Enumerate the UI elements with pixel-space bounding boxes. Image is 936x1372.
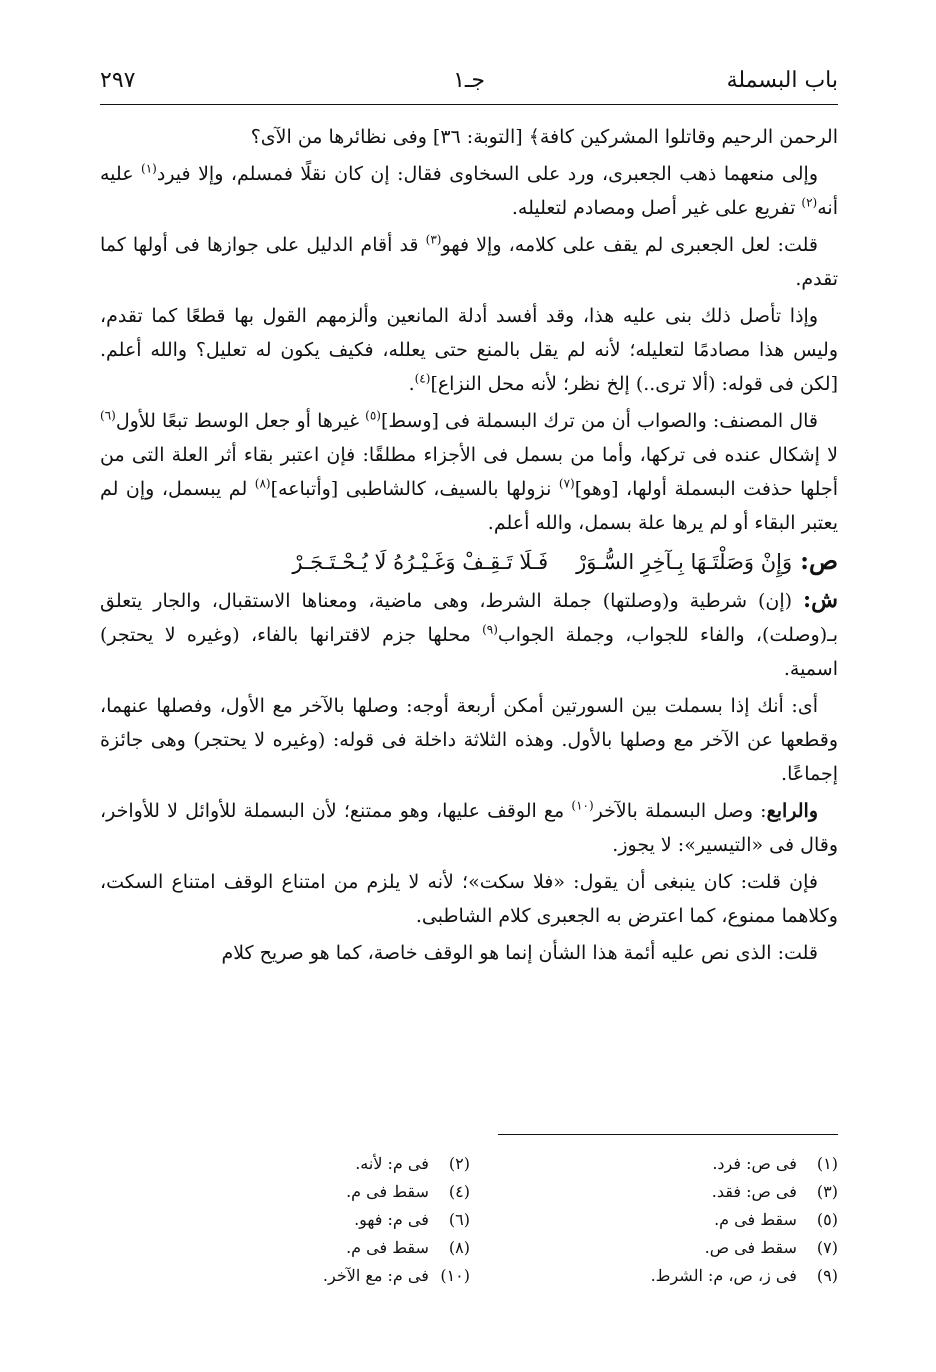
verse-hemistich-1: وَإِنْ وَصَلْتَـهَا بِـآخِرِ السُّـوَرْ [576, 550, 793, 574]
paragraph-text: لا إشكال عنده فى تركها، وأما من بسمل فى الأجزاء مطلقًا: فإن اعتبر بقاء أثر العلة التى من أجلها حذفت البسملة أولها، [وهو] [100, 444, 838, 500]
footnote-ref[interactable]: (٥) [365, 408, 381, 423]
paragraph-7 [100, 689, 838, 791]
footnote-item [498, 1262, 838, 1290]
footnote-item [130, 1262, 470, 1290]
paragraph-2 [100, 157, 838, 225]
footnote-number: (١) [816, 1154, 838, 1173]
footnote-ref[interactable]: (١٠) [571, 798, 594, 813]
paragraph-text: (إن) شرطية و(وصلتها) جملة الشرط، وهى ماضية، ومعناها الاستقبال، والجار يتعلق بـ(وصلت)، والفاء للجواب، وجملة الجواب [100, 590, 838, 646]
footnote-divider [498, 1134, 838, 1135]
verse-hemistich-2: فَـلَا تَـقِـفْ وَغَـيْـرُهُ لَا يُـحْـتَـجَـرْ [292, 550, 549, 574]
paragraph-text: . [408, 373, 415, 395]
footnote-number: (٣) [816, 1182, 838, 1201]
footnote-number: (٥) [816, 1210, 838, 1229]
footnote-row [100, 1178, 838, 1206]
footnote-row [100, 1206, 838, 1234]
running-header [100, 62, 838, 100]
footnote-text: سقط فى م. [346, 1238, 429, 1257]
footnote-number: (٩) [816, 1266, 838, 1285]
footnote-number: (٦) [448, 1210, 470, 1229]
footnote-ref[interactable]: (٦) [100, 408, 116, 423]
footnote-ref[interactable]: (٧) [558, 476, 575, 491]
footnote-item [130, 1206, 470, 1234]
footnote-number: (٧) [816, 1238, 838, 1257]
chapter-title: باب البسملة [726, 68, 838, 93]
page-number: ٢٩٧ [100, 68, 136, 93]
footnote-row [100, 1262, 838, 1290]
paragraph-4 [100, 299, 838, 401]
verse-marker: ص: [800, 546, 838, 575]
paragraph-9 [100, 865, 838, 933]
footnote-ref[interactable]: (٣) [425, 232, 442, 247]
paragraph-text: تفريع على غير أصل ومصادم لتعليله. [511, 197, 802, 219]
paragraph-1 [100, 120, 838, 154]
paragraph-text: قلت: لعل الجعبرى لم يقف على كلامه، وإلا فهو [441, 234, 818, 256]
paragraph-text: وإذا تأصل ذلك بنى عليه هذا، وقد أفسد أدلة المانعين وألزمهم القول بها قطعًا كما تقدم، وليس هذا مصادمًا لتعليله؛ لأنه لم يقل بالمنع حتى يعلله، فكيف يكون له تعليل؟ والله أعلم. [لكن فى قوله: (ألا ترى..) إلخ نظر؛ لأنه محل النزاع] [100, 305, 838, 395]
paragraph-6 [100, 583, 838, 686]
footnote-item [498, 1234, 838, 1262]
paragraph-text: مع الوقف عليها، وهو ممتنع؛ لأن البسملة للأوائل لا للأواخر، وقال فى «التيسير»: لا يجوز. [100, 800, 838, 856]
paragraph-text: الرحمن الرحيم وقاتلوا المشركين كافة﴾ [التوبة: ٣٦] وفى نظائرها من الآى؟ [250, 126, 838, 148]
footnotes [100, 1150, 838, 1290]
footnote-item [498, 1178, 838, 1206]
footnote-text: سقط فى م. [714, 1210, 797, 1229]
paragraph-text: غيرها أو جعل الوسط تبعًا للأول [115, 410, 366, 432]
header-divider [100, 104, 838, 105]
footnote-text: فى ز، ص، م: الشرط. [650, 1266, 797, 1285]
paragraph-text: لم يبسمل، وإن لم يعتبر البقاء أو لم يرها علة بسمل، والله أعلم. [100, 478, 838, 534]
paragraph-text: فإن قلت: كان ينبغى أن يقول: «فلا سكت»؛ لأنه لا يلزم من امتناع الوقف امتناع السكت، وكلاهما ممنوع، كما اعترض به الجعبرى كلام الشاطبى. [100, 871, 838, 927]
footnote-number: (١٠) [440, 1266, 470, 1285]
paragraph-text: قلت: الذى نص عليه أئمة هذا الشأن إنما هو الوقف خاصة، كما هو صريح كلام [221, 942, 818, 964]
paragraph-text: : وصل البسملة بالآخر [593, 800, 767, 822]
footnote-text: فى م: فهو. [354, 1210, 429, 1229]
paragraph-text: عليه أنه [100, 163, 838, 219]
footnote-text: فى ص: فقد. [711, 1182, 797, 1201]
volume-label: جـ١ [453, 68, 485, 93]
footnote-item [498, 1150, 838, 1178]
paragraph-text: وإلى منعهما ذهب الجعبرى، ورد على السخاوى فقال: إن كان نقلًا فمسلم، وإلا فيرد [156, 163, 819, 185]
footnote-number: (٢) [448, 1154, 470, 1173]
footnote-text: سقط فى ص. [704, 1238, 797, 1257]
paragraph-3 [100, 228, 838, 296]
footnote-ref[interactable]: (٤) [414, 371, 431, 386]
paragraph-text: محلها جزم لاقترانها بالفاء، (وغيره لا يحتجر) اسمية. [100, 624, 838, 680]
paragraph-text: قد أقام الدليل على جوازها فى أولها كما تقدم. [100, 234, 838, 290]
paragraph-text: نزولها بالسيف، كالشاطبى [وأتباعه] [270, 478, 559, 500]
paragraph-text: أى: أنك إذا بسملت بين السورتين أمكن أربعة أوجه: وصلها بالآخر مع الأول، وفصلها عنهما، وقطعها عن الآخر مع وصلها بالأول. وهذه الثلاثة داخلة فى قوله: (وغيره لا يحتجر) وهى جائزة إجماعًا. [100, 695, 838, 785]
footnote-number: (٤) [448, 1182, 470, 1201]
footnote-ref[interactable]: (٩) [482, 622, 498, 637]
main-text [100, 120, 838, 973]
footnote-number: (٨) [448, 1238, 470, 1257]
footnote-ref[interactable]: (٢) [801, 195, 818, 210]
footnote-item [130, 1150, 470, 1178]
paragraph-lead: والرابع [766, 800, 818, 822]
footnote-text: فى ص: فرد. [712, 1154, 797, 1173]
paragraph-8 [100, 794, 838, 862]
footnote-item [130, 1234, 470, 1262]
footnote-row [100, 1234, 838, 1262]
commentary-marker: ش: [803, 587, 838, 613]
footnote-item [498, 1206, 838, 1234]
footnote-text: فى م: مع الآخر. [322, 1266, 429, 1285]
footnote-item [130, 1178, 470, 1206]
footnote-text: فى م: لأنه. [355, 1154, 429, 1173]
paragraph-text: قال المصنف: والصواب أن من ترك البسملة فى [وسط] [380, 410, 818, 432]
footnote-ref[interactable]: (١) [141, 161, 157, 176]
paragraph-5 [100, 404, 838, 540]
poem-verse [100, 543, 838, 580]
footnote-ref[interactable]: (٨) [254, 476, 271, 491]
footnote-row [100, 1150, 838, 1178]
paragraph-10 [100, 936, 838, 970]
footnote-text: سقط فى م. [346, 1182, 429, 1201]
